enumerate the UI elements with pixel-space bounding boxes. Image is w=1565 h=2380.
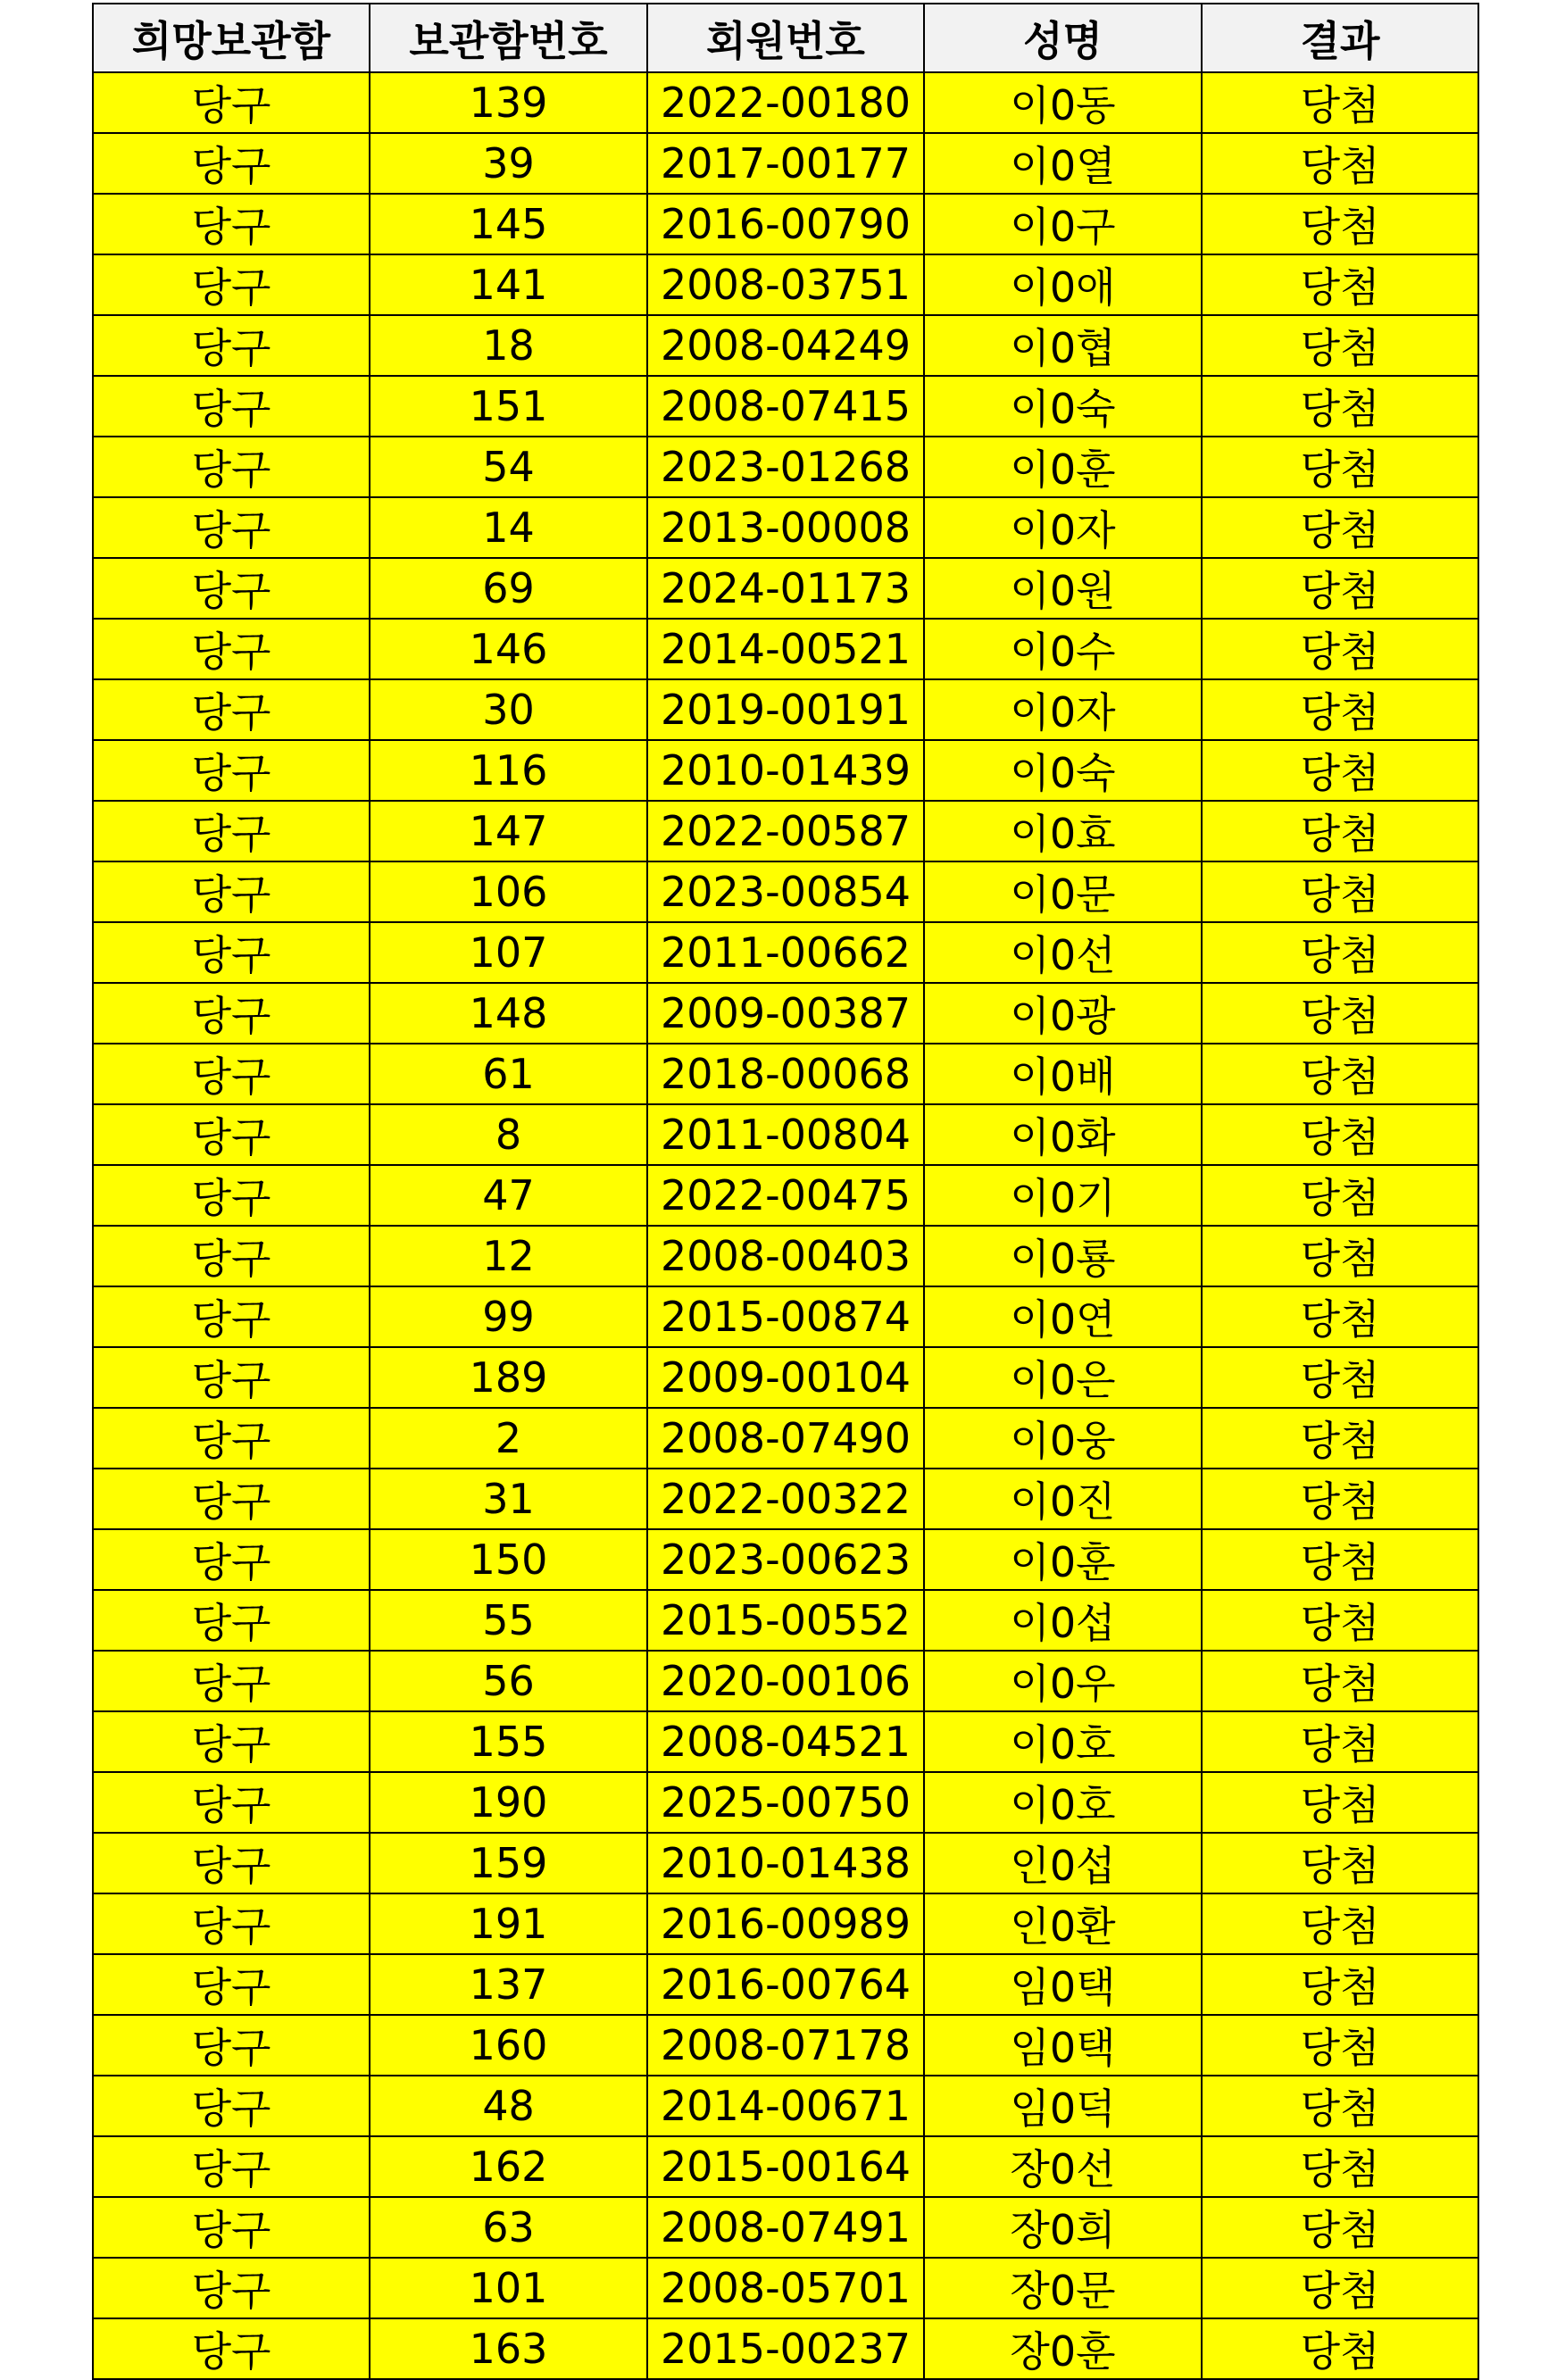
cell-member-number: 2010-01439 xyxy=(647,740,924,801)
cell-member-number: 2008-07178 xyxy=(647,2015,924,2076)
cell-result: 당첨 xyxy=(1202,1408,1478,1469)
cell-locker-number: 63 xyxy=(370,2197,647,2258)
cell-preferred-locker: 당구 xyxy=(93,1711,370,1772)
cell-name: 이0숙 xyxy=(924,376,1202,437)
cell-preferred-locker: 당구 xyxy=(93,1954,370,2015)
cell-name: 이0배 xyxy=(924,1044,1202,1104)
header-row xyxy=(93,4,1478,72)
cell-member-number: 2022-00322 xyxy=(647,1469,924,1529)
table-row xyxy=(93,801,1478,861)
cell-preferred-locker: 당구 xyxy=(93,1286,370,1347)
table-row xyxy=(93,2136,1478,2197)
cell-name: 장0희 xyxy=(924,2197,1202,2258)
cell-result: 당첨 xyxy=(1202,133,1478,194)
cell-member-number: 2024-01173 xyxy=(647,558,924,619)
cell-result: 당첨 xyxy=(1202,2076,1478,2136)
table-row xyxy=(93,1772,1478,1833)
cell-locker-number: 56 xyxy=(370,1651,647,1711)
cell-name: 이0구 xyxy=(924,194,1202,254)
cell-member-number: 2008-04249 xyxy=(647,315,924,376)
table-row xyxy=(93,194,1478,254)
cell-member-number: 2022-00587 xyxy=(647,801,924,861)
table-row xyxy=(93,2258,1478,2318)
cell-name: 이0룡 xyxy=(924,1226,1202,1286)
table-row xyxy=(93,558,1478,619)
cell-result: 당첨 xyxy=(1202,2258,1478,2318)
cell-member-number: 2018-00068 xyxy=(647,1044,924,1104)
cell-member-number: 2008-07490 xyxy=(647,1408,924,1469)
cell-result: 당첨 xyxy=(1202,1711,1478,1772)
lottery-result-table xyxy=(92,3,1479,2380)
cell-locker-number: 2 xyxy=(370,1408,647,1469)
cell-member-number: 2014-00521 xyxy=(647,619,924,679)
cell-preferred-locker: 당구 xyxy=(93,619,370,679)
table-row xyxy=(93,2015,1478,2076)
cell-preferred-locker: 당구 xyxy=(93,1833,370,1893)
cell-member-number: 2008-07491 xyxy=(647,2197,924,2258)
table-row xyxy=(93,1529,1478,1590)
cell-result: 당첨 xyxy=(1202,619,1478,679)
cell-locker-number: 151 xyxy=(370,376,647,437)
cell-name: 이0선 xyxy=(924,922,1202,983)
cell-name: 임0택 xyxy=(924,2015,1202,2076)
cell-name: 이0동 xyxy=(924,72,1202,133)
cell-locker-number: 160 xyxy=(370,2015,647,2076)
cell-result: 당첨 xyxy=(1202,1590,1478,1651)
cell-preferred-locker: 당구 xyxy=(93,2197,370,2258)
cell-locker-number: 18 xyxy=(370,315,647,376)
table-row xyxy=(93,2197,1478,2258)
cell-member-number: 2011-00662 xyxy=(647,922,924,983)
cell-name: 임0덕 xyxy=(924,2076,1202,2136)
cell-preferred-locker: 당구 xyxy=(93,1408,370,1469)
cell-locker-number: 162 xyxy=(370,2136,647,2197)
cell-locker-number: 148 xyxy=(370,983,647,1044)
cell-name: 이0웅 xyxy=(924,1408,1202,1469)
cell-preferred-locker: 당구 xyxy=(93,1590,370,1651)
cell-result: 당첨 xyxy=(1202,315,1478,376)
cell-preferred-locker: 당구 xyxy=(93,72,370,133)
cell-preferred-locker: 당구 xyxy=(93,558,370,619)
table-row xyxy=(93,72,1478,133)
cell-preferred-locker: 당구 xyxy=(93,254,370,315)
cell-member-number: 2009-00387 xyxy=(647,983,924,1044)
cell-result: 당첨 xyxy=(1202,1286,1478,1347)
cell-member-number: 2019-00191 xyxy=(647,679,924,740)
cell-locker-number: 159 xyxy=(370,1833,647,1893)
table-row xyxy=(93,861,1478,922)
table-row xyxy=(93,1651,1478,1711)
cell-result: 당첨 xyxy=(1202,1893,1478,1954)
cell-name: 이0훈 xyxy=(924,437,1202,497)
cell-result: 당첨 xyxy=(1202,1651,1478,1711)
cell-member-number: 2022-00475 xyxy=(647,1165,924,1226)
table-row xyxy=(93,679,1478,740)
cell-name: 이0문 xyxy=(924,861,1202,922)
cell-preferred-locker: 당구 xyxy=(93,315,370,376)
cell-locker-number: 189 xyxy=(370,1347,647,1408)
cell-name: 임0택 xyxy=(924,1954,1202,2015)
cell-name: 이0진 xyxy=(924,1469,1202,1529)
table-row xyxy=(93,1165,1478,1226)
cell-preferred-locker: 당구 xyxy=(93,2318,370,2379)
cell-preferred-locker: 당구 xyxy=(93,376,370,437)
cell-result: 당첨 xyxy=(1202,72,1478,133)
cell-name: 장0선 xyxy=(924,2136,1202,2197)
cell-preferred-locker: 당구 xyxy=(93,2258,370,2318)
cell-preferred-locker: 당구 xyxy=(93,1651,370,1711)
cell-preferred-locker: 당구 xyxy=(93,1104,370,1165)
cell-name: 인0섭 xyxy=(924,1833,1202,1893)
cell-name: 장0훈 xyxy=(924,2318,1202,2379)
cell-name: 이0자 xyxy=(924,497,1202,558)
table-row xyxy=(93,497,1478,558)
cell-preferred-locker: 당구 xyxy=(93,2136,370,2197)
table-row xyxy=(93,254,1478,315)
table-row xyxy=(93,133,1478,194)
cell-name: 이0애 xyxy=(924,254,1202,315)
cell-locker-number: 139 xyxy=(370,72,647,133)
cell-member-number: 2015-00237 xyxy=(647,2318,924,2379)
cell-name: 이0화 xyxy=(924,1104,1202,1165)
cell-locker-number: 61 xyxy=(370,1044,647,1104)
cell-member-number: 2023-00623 xyxy=(647,1529,924,1590)
cell-name: 이0호 xyxy=(924,1772,1202,1833)
cell-result: 당첨 xyxy=(1202,2015,1478,2076)
cell-locker-number: 8 xyxy=(370,1104,647,1165)
cell-member-number: 2011-00804 xyxy=(647,1104,924,1165)
cell-member-number: 2015-00874 xyxy=(647,1286,924,1347)
table-row xyxy=(93,1711,1478,1772)
cell-preferred-locker: 당구 xyxy=(93,983,370,1044)
cell-preferred-locker: 당구 xyxy=(93,133,370,194)
cell-preferred-locker: 당구 xyxy=(93,801,370,861)
cell-member-number: 2015-00552 xyxy=(647,1590,924,1651)
cell-result: 당첨 xyxy=(1202,861,1478,922)
cell-preferred-locker: 당구 xyxy=(93,1226,370,1286)
cell-name: 이0협 xyxy=(924,315,1202,376)
cell-member-number: 2008-00403 xyxy=(647,1226,924,1286)
table-row xyxy=(93,1833,1478,1893)
cell-locker-number: 146 xyxy=(370,619,647,679)
cell-result: 당첨 xyxy=(1202,2136,1478,2197)
cell-preferred-locker: 당구 xyxy=(93,194,370,254)
cell-member-number: 2008-07415 xyxy=(647,376,924,437)
table-row xyxy=(93,1286,1478,1347)
cell-name: 인0환 xyxy=(924,1893,1202,1954)
cell-name: 이0기 xyxy=(924,1165,1202,1226)
table-row xyxy=(93,1044,1478,1104)
cell-result: 당첨 xyxy=(1202,801,1478,861)
cell-result: 당첨 xyxy=(1202,376,1478,437)
cell-name: 이0수 xyxy=(924,619,1202,679)
cell-name: 이0원 xyxy=(924,558,1202,619)
cell-locker-number: 137 xyxy=(370,1954,647,2015)
cell-locker-number: 54 xyxy=(370,437,647,497)
table-row xyxy=(93,2318,1478,2379)
cell-locker-number: 101 xyxy=(370,2258,647,2318)
cell-result: 당첨 xyxy=(1202,558,1478,619)
cell-result: 당첨 xyxy=(1202,1772,1478,1833)
cell-result: 당첨 xyxy=(1202,1347,1478,1408)
table-row xyxy=(93,2076,1478,2136)
table-row xyxy=(93,1590,1478,1651)
header-member-number: 회원번호 xyxy=(647,4,924,72)
cell-result: 당첨 xyxy=(1202,1226,1478,1286)
cell-preferred-locker: 당구 xyxy=(93,1347,370,1408)
cell-member-number: 2016-00790 xyxy=(647,194,924,254)
table-header xyxy=(93,4,1478,72)
cell-locker-number: 55 xyxy=(370,1590,647,1651)
cell-locker-number: 163 xyxy=(370,2318,647,2379)
cell-preferred-locker: 당구 xyxy=(93,1469,370,1529)
cell-name: 이0효 xyxy=(924,801,1202,861)
cell-locker-number: 116 xyxy=(370,740,647,801)
table-row xyxy=(93,376,1478,437)
cell-member-number: 2017-00177 xyxy=(647,133,924,194)
cell-preferred-locker: 당구 xyxy=(93,861,370,922)
cell-result: 당첨 xyxy=(1202,1165,1478,1226)
cell-locker-number: 141 xyxy=(370,254,647,315)
table-row xyxy=(93,1893,1478,1954)
table-row xyxy=(93,1226,1478,1286)
cell-name: 장0문 xyxy=(924,2258,1202,2318)
cell-preferred-locker: 당구 xyxy=(93,1772,370,1833)
cell-member-number: 2022-00180 xyxy=(647,72,924,133)
cell-result: 당첨 xyxy=(1202,254,1478,315)
table-row xyxy=(93,315,1478,376)
table-row xyxy=(93,1347,1478,1408)
cell-result: 당첨 xyxy=(1202,497,1478,558)
cell-result: 당첨 xyxy=(1202,2197,1478,2258)
cell-member-number: 2025-00750 xyxy=(647,1772,924,1833)
cell-locker-number: 69 xyxy=(370,558,647,619)
cell-locker-number: 106 xyxy=(370,861,647,922)
cell-member-number: 2016-00764 xyxy=(647,1954,924,2015)
header-preferred-locker: 희망보관함 xyxy=(93,4,370,72)
cell-locker-number: 147 xyxy=(370,801,647,861)
cell-locker-number: 145 xyxy=(370,194,647,254)
header-locker-number: 보관함번호 xyxy=(370,4,647,72)
cell-name: 이0우 xyxy=(924,1651,1202,1711)
cell-member-number: 2023-00854 xyxy=(647,861,924,922)
cell-result: 당첨 xyxy=(1202,922,1478,983)
table-row xyxy=(93,619,1478,679)
table-row xyxy=(93,922,1478,983)
cell-member-number: 2010-01438 xyxy=(647,1833,924,1893)
cell-result: 당첨 xyxy=(1202,194,1478,254)
table-body xyxy=(93,72,1478,2379)
table-row xyxy=(93,1469,1478,1529)
cell-locker-number: 30 xyxy=(370,679,647,740)
cell-result: 당첨 xyxy=(1202,1469,1478,1529)
table-row xyxy=(93,740,1478,801)
table-row xyxy=(93,1954,1478,2015)
cell-locker-number: 39 xyxy=(370,133,647,194)
cell-result: 당첨 xyxy=(1202,1104,1478,1165)
cell-name: 이0광 xyxy=(924,983,1202,1044)
cell-preferred-locker: 당구 xyxy=(93,679,370,740)
table-row xyxy=(93,437,1478,497)
cell-locker-number: 31 xyxy=(370,1469,647,1529)
cell-name: 이0숙 xyxy=(924,740,1202,801)
cell-result: 당첨 xyxy=(1202,983,1478,1044)
cell-name: 이0은 xyxy=(924,1347,1202,1408)
cell-result: 당첨 xyxy=(1202,1833,1478,1893)
cell-locker-number: 190 xyxy=(370,1772,647,1833)
cell-name: 이0호 xyxy=(924,1711,1202,1772)
cell-name: 이0자 xyxy=(924,679,1202,740)
cell-locker-number: 12 xyxy=(370,1226,647,1286)
cell-member-number: 2013-00008 xyxy=(647,497,924,558)
cell-preferred-locker: 당구 xyxy=(93,922,370,983)
cell-locker-number: 150 xyxy=(370,1529,647,1590)
cell-locker-number: 191 xyxy=(370,1893,647,1954)
cell-member-number: 2014-00671 xyxy=(647,2076,924,2136)
cell-member-number: 2008-04521 xyxy=(647,1711,924,1772)
header-name: 성명 xyxy=(924,4,1202,72)
cell-name: 이0연 xyxy=(924,1286,1202,1347)
cell-preferred-locker: 당구 xyxy=(93,1529,370,1590)
cell-member-number: 2015-00164 xyxy=(647,2136,924,2197)
cell-preferred-locker: 당구 xyxy=(93,1044,370,1104)
cell-preferred-locker: 당구 xyxy=(93,740,370,801)
cell-member-number: 2020-00106 xyxy=(647,1651,924,1711)
cell-result: 당첨 xyxy=(1202,2318,1478,2379)
cell-preferred-locker: 당구 xyxy=(93,497,370,558)
table-row xyxy=(93,1104,1478,1165)
cell-result: 당첨 xyxy=(1202,1529,1478,1590)
cell-locker-number: 48 xyxy=(370,2076,647,2136)
cell-preferred-locker: 당구 xyxy=(93,437,370,497)
cell-locker-number: 99 xyxy=(370,1286,647,1347)
cell-preferred-locker: 당구 xyxy=(93,1893,370,1954)
table-row xyxy=(93,983,1478,1044)
cell-member-number: 2009-00104 xyxy=(647,1347,924,1408)
cell-member-number: 2023-01268 xyxy=(647,437,924,497)
cell-locker-number: 14 xyxy=(370,497,647,558)
cell-member-number: 2008-05701 xyxy=(647,2258,924,2318)
cell-locker-number: 155 xyxy=(370,1711,647,1772)
cell-preferred-locker: 당구 xyxy=(93,2015,370,2076)
header-result: 결과 xyxy=(1202,4,1478,72)
cell-result: 당첨 xyxy=(1202,1044,1478,1104)
cell-name: 이0열 xyxy=(924,133,1202,194)
cell-name: 이0섭 xyxy=(924,1590,1202,1651)
cell-result: 당첨 xyxy=(1202,437,1478,497)
cell-locker-number: 107 xyxy=(370,922,647,983)
cell-result: 당첨 xyxy=(1202,740,1478,801)
cell-member-number: 2008-03751 xyxy=(647,254,924,315)
cell-member-number: 2016-00989 xyxy=(647,1893,924,1954)
cell-preferred-locker: 당구 xyxy=(93,1165,370,1226)
cell-name: 이0훈 xyxy=(924,1529,1202,1590)
cell-preferred-locker: 당구 xyxy=(93,2076,370,2136)
cell-result: 당첨 xyxy=(1202,1954,1478,2015)
cell-result: 당첨 xyxy=(1202,679,1478,740)
cell-locker-number: 47 xyxy=(370,1165,647,1226)
table-row xyxy=(93,1408,1478,1469)
